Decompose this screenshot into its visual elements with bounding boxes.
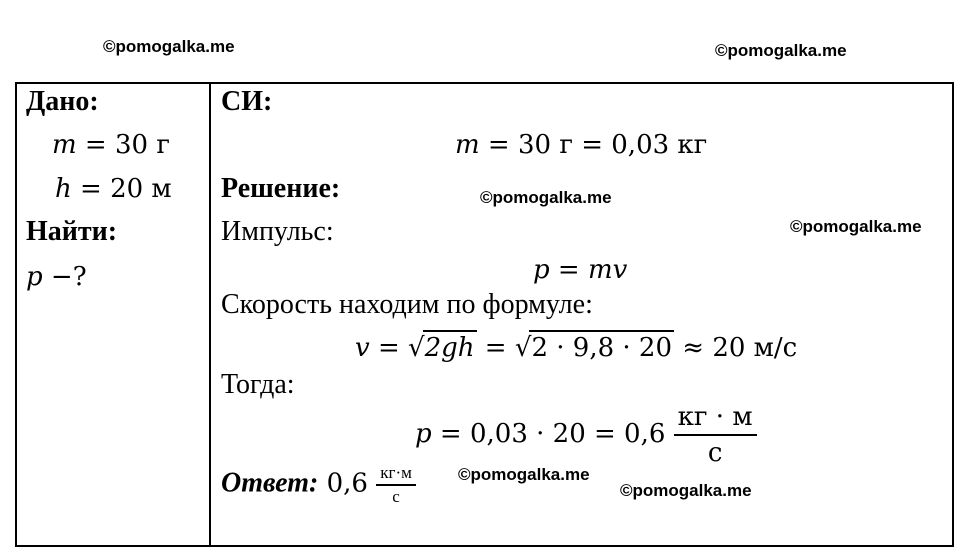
speed-result: ≈ 20 м/с	[674, 333, 798, 363]
sqrt-sign: √	[514, 333, 532, 363]
answer-unit-denominator: с	[392, 487, 400, 506]
height-value: = 20 м	[71, 174, 172, 204]
mass-variable: m	[52, 130, 77, 160]
given-height	[55, 173, 172, 205]
watermark: ©pomogalka.me	[458, 465, 590, 484]
speed-formula	[355, 330, 797, 364]
answer-value: 0,6	[318, 468, 377, 499]
speed-variable: v	[355, 333, 370, 363]
given-heading: Дано:	[26, 86, 99, 117]
find-target	[26, 261, 87, 293]
si-mass-variable: m	[455, 130, 480, 160]
answer-line	[221, 462, 416, 508]
unit-denominator: с	[707, 438, 723, 468]
watermark: ©pomogalka.me	[103, 37, 235, 56]
speed-eq2: =	[476, 333, 515, 363]
mass-value: = 30 г	[76, 130, 170, 160]
formula-mv: mv	[587, 255, 628, 285]
watermark: ©pomogalka.me	[790, 217, 922, 236]
given-mass	[52, 129, 170, 161]
sqrt-radicand-numeric: 2 · 9,8 · 20	[529, 330, 674, 364]
speed-label: Скорость находим по формуле:	[221, 289, 593, 320]
momentum-unit	[674, 400, 757, 470]
momentum-calculation	[415, 400, 757, 470]
calc-expression: = 0,03 · 20 = 0,6	[431, 419, 674, 449]
momentum-variable: p	[26, 262, 43, 292]
watermark: ©pomogalka.me	[620, 481, 752, 500]
solution-heading: Решение:	[221, 173, 341, 204]
then-label: Тогда:	[221, 369, 295, 400]
answer-unit-numerator: кг·м	[376, 462, 416, 486]
si-heading: СИ:	[221, 86, 273, 117]
si-mass-conversion: = 30 г = 0,03 кг	[479, 130, 708, 160]
watermark: ©pomogalka.me	[715, 41, 847, 60]
column-divider	[209, 82, 211, 547]
sqrt-sign: √	[408, 333, 425, 363]
height-variable: h	[55, 174, 72, 204]
unit-numerator: кг · м	[674, 400, 757, 436]
answer-label: Ответ:	[221, 467, 319, 499]
formula-p: p	[533, 255, 550, 285]
answer-unit	[376, 462, 416, 508]
find-heading: Найти:	[26, 216, 118, 247]
watermark: ©pomogalka.me	[480, 188, 612, 207]
momentum-formula	[533, 254, 627, 286]
sqrt-radicand-symbolic: 2gh	[423, 330, 477, 364]
impulse-label: Импульс:	[221, 216, 334, 247]
si-conversion	[455, 129, 707, 161]
find-question: −?	[42, 262, 87, 292]
calc-p: p	[415, 419, 432, 449]
speed-eq1: =	[369, 333, 409, 363]
formula-equals: =	[549, 255, 588, 285]
